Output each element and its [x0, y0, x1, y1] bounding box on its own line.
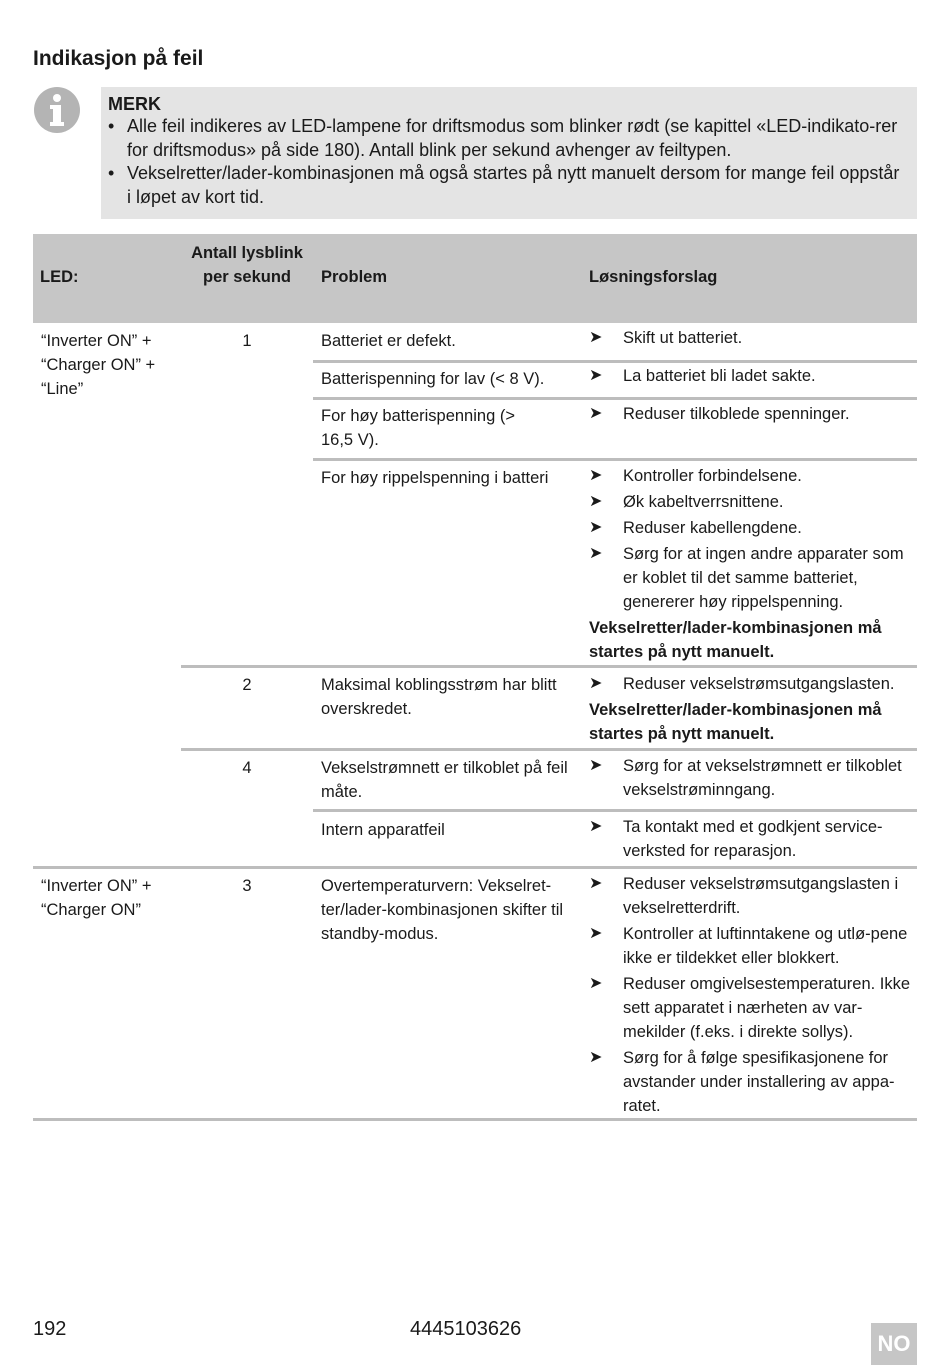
divider	[181, 748, 917, 751]
arrow-icon: ➤	[589, 1049, 603, 1066]
arrow-icon: ➤	[589, 818, 603, 835]
solution-text: Reduser tilkoblede spenninger.	[623, 405, 850, 423]
language-badge: NO	[871, 1323, 917, 1365]
solution-item	[589, 754, 911, 802]
solution-item	[589, 872, 911, 920]
divider	[33, 866, 917, 869]
bullet: •	[108, 163, 115, 183]
solution-item	[589, 672, 911, 696]
header-blinks: Antall lysblink per sekund	[191, 244, 303, 286]
solution-text: La batteriet bli ladet sakte.	[623, 367, 816, 385]
note-item	[108, 162, 907, 209]
arrow-icon: ➤	[589, 925, 603, 942]
divider	[313, 809, 917, 812]
arrow-icon: ➤	[589, 519, 603, 536]
solution-text: Kontroller forbindelsene.	[623, 467, 802, 485]
solution-item	[589, 516, 911, 540]
solution-item	[589, 542, 911, 614]
solution-item	[589, 364, 911, 388]
led-group: “Inverter ON” + “Charger ON” + “Line”	[41, 332, 156, 398]
led-group: “Inverter ON” + “Charger ON”	[41, 877, 152, 919]
solution-cell	[589, 326, 911, 352]
header-problem: Problem	[321, 268, 388, 286]
solution-text: Skift ut batteriet.	[623, 329, 743, 347]
solution-text: Reduser omgivelsestemperaturen. Ikke sett apparatet i nærheten av var-mekilder (f.eks. i direkte sollys).	[623, 975, 911, 1041]
solution-cell	[589, 364, 911, 390]
solution-text: Ta kontakt med et godkjent service-verksted for reparasjon.	[623, 818, 883, 860]
header-led: LED:	[40, 268, 79, 286]
solution-item	[589, 1046, 911, 1118]
header-solution: Løsningsforslag	[589, 268, 718, 286]
table-bottom-rule	[33, 1118, 917, 1121]
note-item	[108, 115, 907, 162]
arrow-icon: ➤	[589, 545, 603, 562]
arrow-icon: ➤	[589, 675, 603, 692]
solution-cell	[589, 402, 911, 428]
divider	[313, 360, 917, 363]
bullet: •	[108, 116, 115, 136]
blink-count: 4	[242, 759, 252, 777]
page-title: Indikasjon på feil	[33, 47, 204, 70]
solution-cell	[589, 872, 911, 1120]
solution-text: Sørg for at ingen andre apparater som er koblet til det samme batteriet, genererer høy rippelspenning.	[623, 545, 904, 611]
solution-item	[589, 815, 911, 863]
arrow-icon: ➤	[589, 493, 603, 510]
problem-text: Maksimal koblingsstrøm har blitt overskredet.	[321, 676, 557, 718]
note-item-text: Alle feil indikeres av LED-lampene for driftsmodus som blinker rødt (se kapittel «LED-indikato-rer for driftsmodus» på side 180). Antall blink per sekund avhenger av feiltypen.	[127, 116, 898, 160]
divider	[313, 397, 917, 400]
arrow-icon: ➤	[589, 405, 603, 422]
restart-note: Vekselretter/lader-kombinasjonen må startes på nytt manuelt.	[589, 701, 882, 743]
solution-cell	[589, 754, 911, 804]
blink-count: 1	[242, 332, 252, 350]
solution-text: Sørg for å følge spesifikasjonene for avstander under installering av appa-ratet.	[623, 1049, 895, 1115]
divider	[181, 665, 917, 668]
arrow-icon: ➤	[589, 367, 603, 384]
solution-item	[589, 922, 911, 970]
note-box	[101, 87, 917, 219]
arrow-icon: ➤	[589, 467, 603, 484]
solution-item	[589, 490, 911, 514]
solution-cell	[589, 815, 911, 865]
problem-text: For høy batterispenning (> 16,5 V).	[321, 407, 515, 449]
solution-item	[589, 326, 911, 350]
solution-text: Reduser vekselstrømsutgangslasten.	[623, 675, 895, 693]
solution-item	[589, 464, 911, 488]
problem-text: For høy rippelspenning i batteri	[321, 469, 549, 487]
solution-text: Reduser vekselstrømsutgangslasten i vekselretterdrift.	[623, 875, 899, 917]
restart-note: Vekselretter/lader-kombinasjonen må startes på nytt manuelt.	[589, 619, 882, 661]
info-icon	[33, 86, 81, 134]
problem-text: Batteriet er defekt.	[321, 332, 456, 350]
solution-item	[589, 972, 911, 1044]
page-number: 192	[33, 1318, 67, 1340]
arrow-icon: ➤	[589, 757, 603, 774]
solution-text: Kontroller at luftinntakene og utlø-pene ikke er tildekket eller blokkert.	[623, 925, 908, 967]
problem-text: Batterispenning for lav (< 8 V).	[321, 370, 545, 388]
solution-cell	[589, 672, 911, 746]
note-title: MERK	[108, 94, 161, 114]
note-item-text: Vekselretter/lader-kombinasjonen må også startes på nytt manuelt dersom for mange feil oppstår i løpet av kort tid.	[127, 163, 900, 207]
solution-text: Reduser kabellengdene.	[623, 519, 802, 537]
blink-count: 2	[242, 676, 252, 694]
doc-number: 4445103626	[410, 1318, 522, 1340]
arrow-icon: ➤	[589, 875, 603, 892]
table-header	[33, 234, 917, 323]
arrow-icon: ➤	[589, 329, 603, 346]
solution-item	[589, 402, 911, 426]
problem-text: Intern apparatfeil	[321, 821, 445, 839]
arrow-icon: ➤	[589, 975, 603, 992]
solution-cell	[589, 464, 911, 664]
problem-text: Overtemperaturvern: Vekselret-ter/lader-kombinasjonen skifter til standby-modus.	[321, 877, 564, 943]
blink-count: 3	[242, 877, 252, 895]
problem-text: Vekselstrømnett er tilkoblet på feil måte.	[321, 759, 568, 801]
divider	[313, 458, 917, 461]
solution-text: Sørg for at vekselstrømnett er tilkoblet vekselstrøminngang.	[623, 757, 902, 799]
solution-text: Øk kabeltverrsnittene.	[623, 493, 784, 511]
